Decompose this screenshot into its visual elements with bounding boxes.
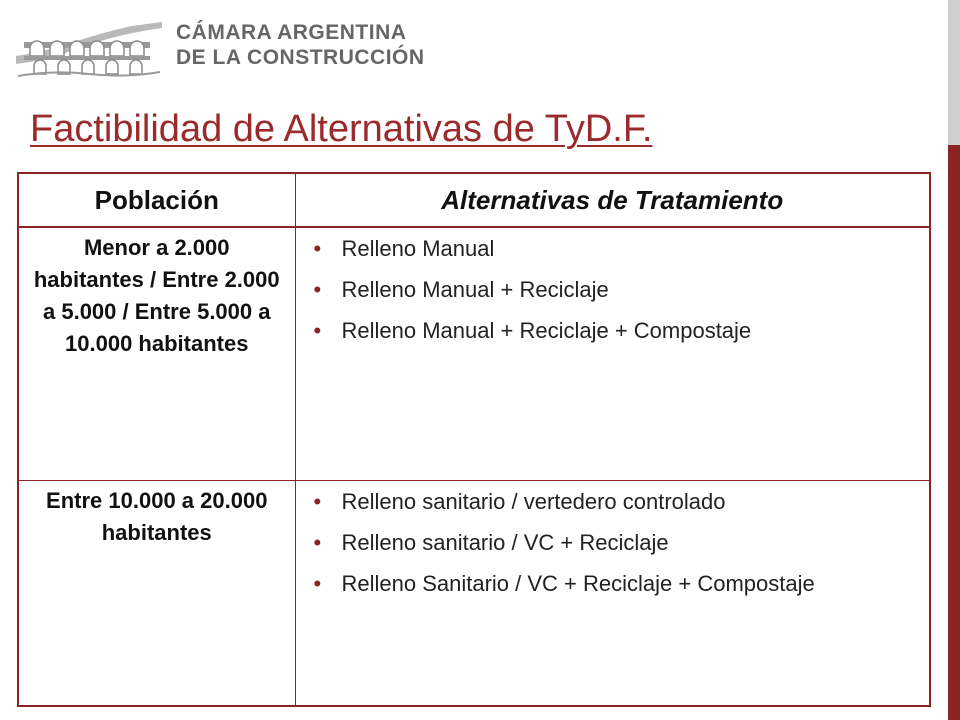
logo (14, 12, 425, 82)
population-cell: Entre 10.000 a 20.000 habitantes (18, 481, 295, 707)
list-item-text: Relleno Sanitario / VC + Reciclaje + Compostaje (341, 571, 815, 596)
list-item-text: Relleno sanitario / vertedero controlado (341, 489, 726, 514)
alternatives-table (17, 172, 931, 707)
sidebar-accent-red (948, 145, 960, 720)
list-item (308, 275, 920, 305)
bullet-icon: • (313, 489, 322, 514)
bullet-icon: • (313, 318, 322, 343)
table-row (18, 481, 930, 707)
alternatives-cell (295, 227, 930, 481)
header-poblacion: Población (18, 173, 295, 227)
logo-line-2: DE LA CONSTRUCCIÓN (176, 46, 425, 69)
logo-line-1: CÁMARA ARGENTINA (176, 21, 407, 44)
bullet-icon: • (313, 530, 322, 555)
list-item (308, 528, 920, 558)
list-item-text: Relleno Manual + Reciclaje (341, 277, 609, 302)
bullet-icon: • (313, 571, 322, 596)
header-alternativas: Alternativas de Tratamiento (295, 173, 930, 227)
population-cell: Menor a 2.000 habitantes / Entre 2.000 a 5.000 / Entre 5.000 a 10.000 habitantes (18, 227, 295, 481)
aqueduct-icon (14, 12, 164, 78)
bullet-icon: • (313, 236, 322, 261)
list-item (308, 487, 920, 517)
alternatives-cell (295, 481, 930, 707)
list-item-text: Relleno Manual + Reciclaje + Compostaje (341, 318, 752, 343)
table-header-row (18, 173, 930, 227)
alternatives-list (308, 487, 920, 599)
sidebar-accent-gray (948, 0, 960, 145)
list-item (308, 569, 920, 599)
slide-title: Factibilidad de Alternativas de TyD.F. (30, 108, 653, 150)
list-item-text: Relleno Manual (341, 236, 495, 261)
table-row (18, 227, 930, 481)
alternatives-list (308, 234, 920, 346)
list-item (308, 316, 920, 346)
list-item (308, 234, 920, 264)
list-item-text: Relleno sanitario / VC + Reciclaje (341, 530, 669, 555)
bullet-icon: • (313, 277, 322, 302)
